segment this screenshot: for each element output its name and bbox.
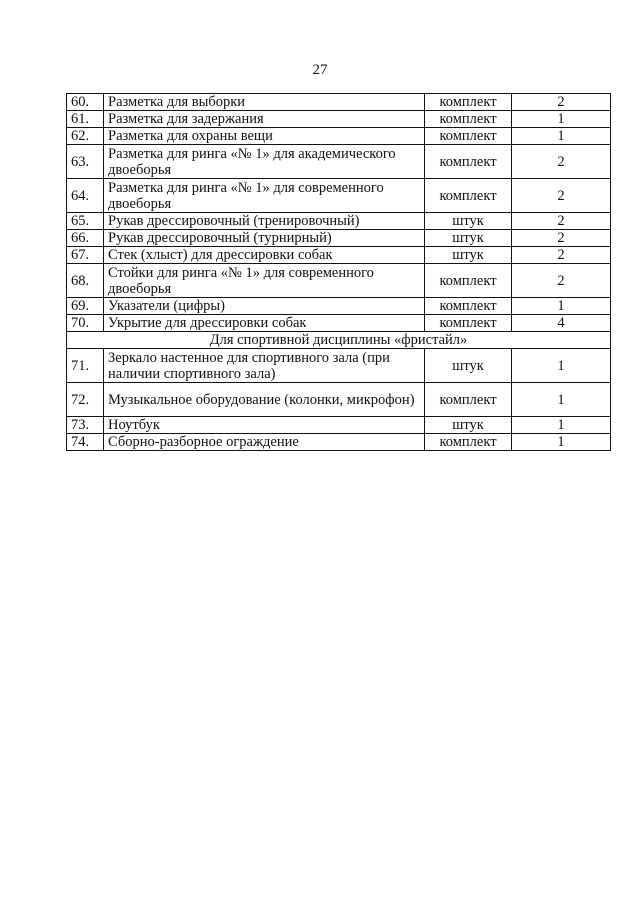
unit-of-measure: комплект [425,434,512,451]
table-row [67,298,611,315]
quantity: 1 [512,298,611,315]
item-name: Ноутбук [104,417,425,434]
table-row [67,213,611,230]
table-row [67,94,611,111]
section-row [67,332,611,349]
item-name: Музыкальное оборудование (колонки, микрофон) [104,383,425,417]
item-name: Разметка для охраны вещи [104,128,425,145]
quantity: 1 [512,111,611,128]
unit-of-measure: комплект [425,111,512,128]
equipment-rows-main [67,94,611,332]
quantity: 2 [512,247,611,264]
table-row [67,230,611,247]
item-name: Рукав дрессировочный (турнирный) [104,230,425,247]
unit-of-measure: штук [425,230,512,247]
unit-of-measure: комплект [425,315,512,332]
table-row [67,417,611,434]
table-row [67,145,611,179]
table-row [67,111,611,128]
section-row-group [67,332,611,349]
table-row [67,315,611,332]
row-number: 72. [67,383,104,417]
row-number: 60. [67,94,104,111]
row-number: 62. [67,128,104,145]
item-name: Укрытие для дрессировки собак [104,315,425,332]
item-name: Разметка для ринга «№ 1» для академического двоеборья [104,145,425,179]
unit-of-measure: комплект [425,128,512,145]
item-name: Сборно-разборное ограждение [104,434,425,451]
equipment-rows-freestyle [67,349,611,451]
item-name: Разметка для выборки [104,94,425,111]
row-number: 73. [67,417,104,434]
quantity: 2 [512,179,611,213]
quantity: 1 [512,434,611,451]
row-number: 71. [67,349,104,383]
row-number: 63. [67,145,104,179]
table-row [67,383,611,417]
quantity: 1 [512,128,611,145]
table-row [67,264,611,298]
unit-of-measure: штук [425,213,512,230]
row-number: 66. [67,230,104,247]
quantity: 1 [512,383,611,417]
quantity: 4 [512,315,611,332]
row-number: 64. [67,179,104,213]
unit-of-measure: комплект [425,179,512,213]
equipment-table [66,93,611,451]
row-number: 70. [67,315,104,332]
row-number: 61. [67,111,104,128]
unit-of-measure: штук [425,349,512,383]
item-name: Рукав дрессировочный (тренировочный) [104,213,425,230]
unit-of-measure: штук [425,417,512,434]
unit-of-measure: комплект [425,298,512,315]
quantity: 1 [512,349,611,383]
table-row [67,247,611,264]
quantity: 2 [512,264,611,298]
quantity: 2 [512,230,611,247]
table-row [67,434,611,451]
quantity: 2 [512,94,611,111]
row-number: 69. [67,298,104,315]
unit-of-measure: комплект [425,264,512,298]
row-number: 68. [67,264,104,298]
page-number: 27 [312,62,328,78]
unit-of-measure: штук [425,247,512,264]
table-row [67,128,611,145]
row-number: 74. [67,434,104,451]
item-name: Разметка для ринга «№ 1» для современного двоеборья [104,179,425,213]
quantity: 2 [512,145,611,179]
row-number: 67. [67,247,104,264]
item-name: Указатели (цифры) [104,298,425,315]
item-name: Стек (хлыст) для дрессировки собак [104,247,425,264]
quantity: 1 [512,417,611,434]
quantity: 2 [512,213,611,230]
unit-of-measure: комплект [425,145,512,179]
item-name: Разметка для задержания [104,111,425,128]
unit-of-measure: комплект [425,383,512,417]
section-title: Для спортивной дисциплины «фристайл» [67,332,611,349]
item-name: Зеркало настенное для спортивного зала (при наличии спортивного зала) [104,349,425,383]
item-name: Стойки для ринга «№ 1» для современного двоеборья [104,264,425,298]
unit-of-measure: комплект [425,94,512,111]
table-row [67,179,611,213]
row-number: 65. [67,213,104,230]
table-row [67,349,611,383]
